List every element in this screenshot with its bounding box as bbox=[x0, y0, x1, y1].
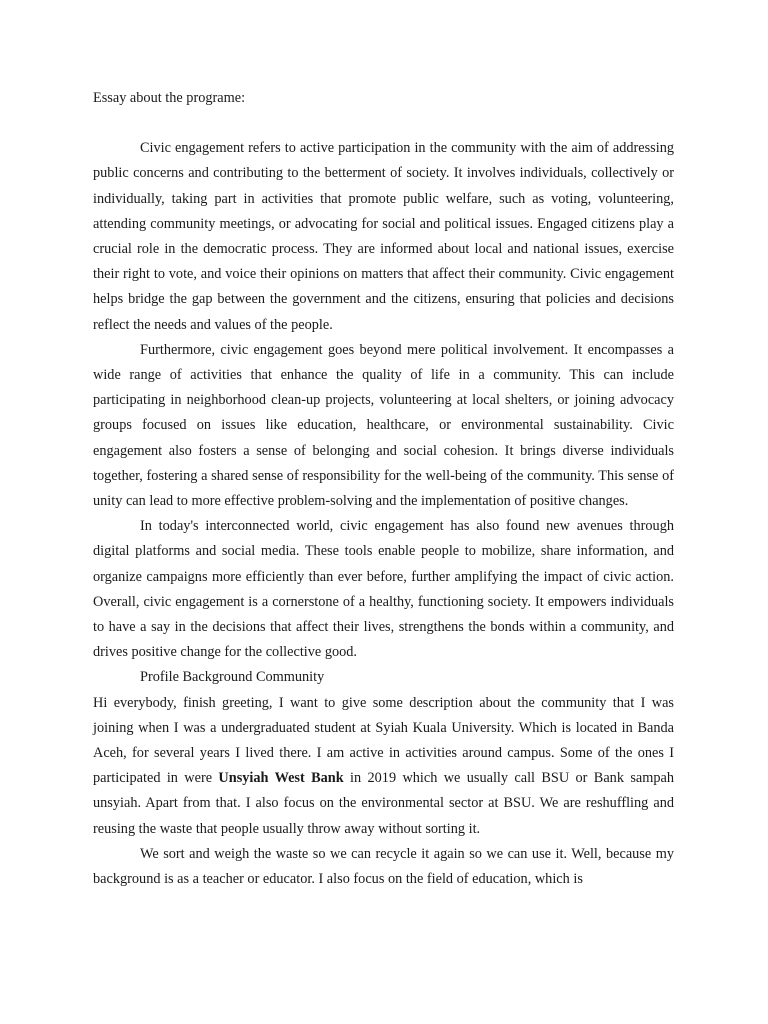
paragraph-profile-community bbox=[93, 691, 674, 842]
essay-heading: Essay about the programe: bbox=[93, 90, 246, 106]
paragraph-civic-engagement-beyond-politics: Furthermore, civic engagement goes beyond mere political involvement. It encompasses a wide range of activities that enhance the quality of life in a community. This can include participating in neighborhood clean-up projects, volunteering at local shelters, or joining advocacy groups focused on issues like education, healthcare, or environmental sustainability. Civic engagement also fosters a sense of belonging and social cohesion. It brings diverse individuals together, fostering a shared sense of responsibility for the well-being of the community. This sense of unity can lead to more effective problem-solving and the implementation of positive changes. bbox=[93, 341, 674, 510]
profile-subheading: Profile Background Community bbox=[140, 669, 325, 686]
paragraph-civic-engagement-intro: Civic engagement refers to active participation in the community with the aim of addressing public concerns and contributing to the betterment of society. It involves individuals, collectively or individually, taking part in activities that promote public welfare, such as voting, volunteering, attending community meetings, or advocating for social and political issues. Engaged citizens play a crucial role in the democratic process. They are informed about local and national issues, exercise their right to vote, and voice their opinions on matters that affect their community. Civic engagement helps bridge the gap between the government and the citizens, ensuring that policies and decisions reflect the needs and values of the people. bbox=[93, 140, 674, 333]
community-name-bold: Unsyiah West Bank bbox=[218, 770, 344, 787]
paragraph-waste-sorting: We sort and weigh the waste so we can recycle it again so we can use it. Well, because my background is as a teacher or educator. I also focus on the field of education, which is bbox=[93, 845, 674, 888]
profile-text-start: Hi everybody, finish greeting, I want to give some description about the community that I was joining when I was a undergraduated student at Syiah Kuala University. Which is located in Banda Aceh, for several years I lived there. I am active in activities around campus. Some of the ones I participated in were bbox=[93, 694, 674, 787]
profile-text-end: in 2019 which we usually call BSU or Bank sampah unsyiah. Apart from that. I also focus on the environmental sector at BSU. We are reshuffling and reusing the waste that people usually throw away without sorting it. bbox=[93, 770, 674, 837]
document-page bbox=[93, 86, 674, 892]
paragraph-civic-engagement-digital: In today's interconnected world, civic engagement has also found new avenues through digital platforms and social media. These tools enable people to mobilize, share information, and organize campaigns more efficiently than ever before, further amplifying the impact of civic action. Overall, civic engagement is a cornerstone of a healthy, functioning society. It empowers individuals to have a say in the decisions that affect their lives, strengthens the bonds within a community, and drives positive change for the collective good. bbox=[93, 518, 674, 661]
